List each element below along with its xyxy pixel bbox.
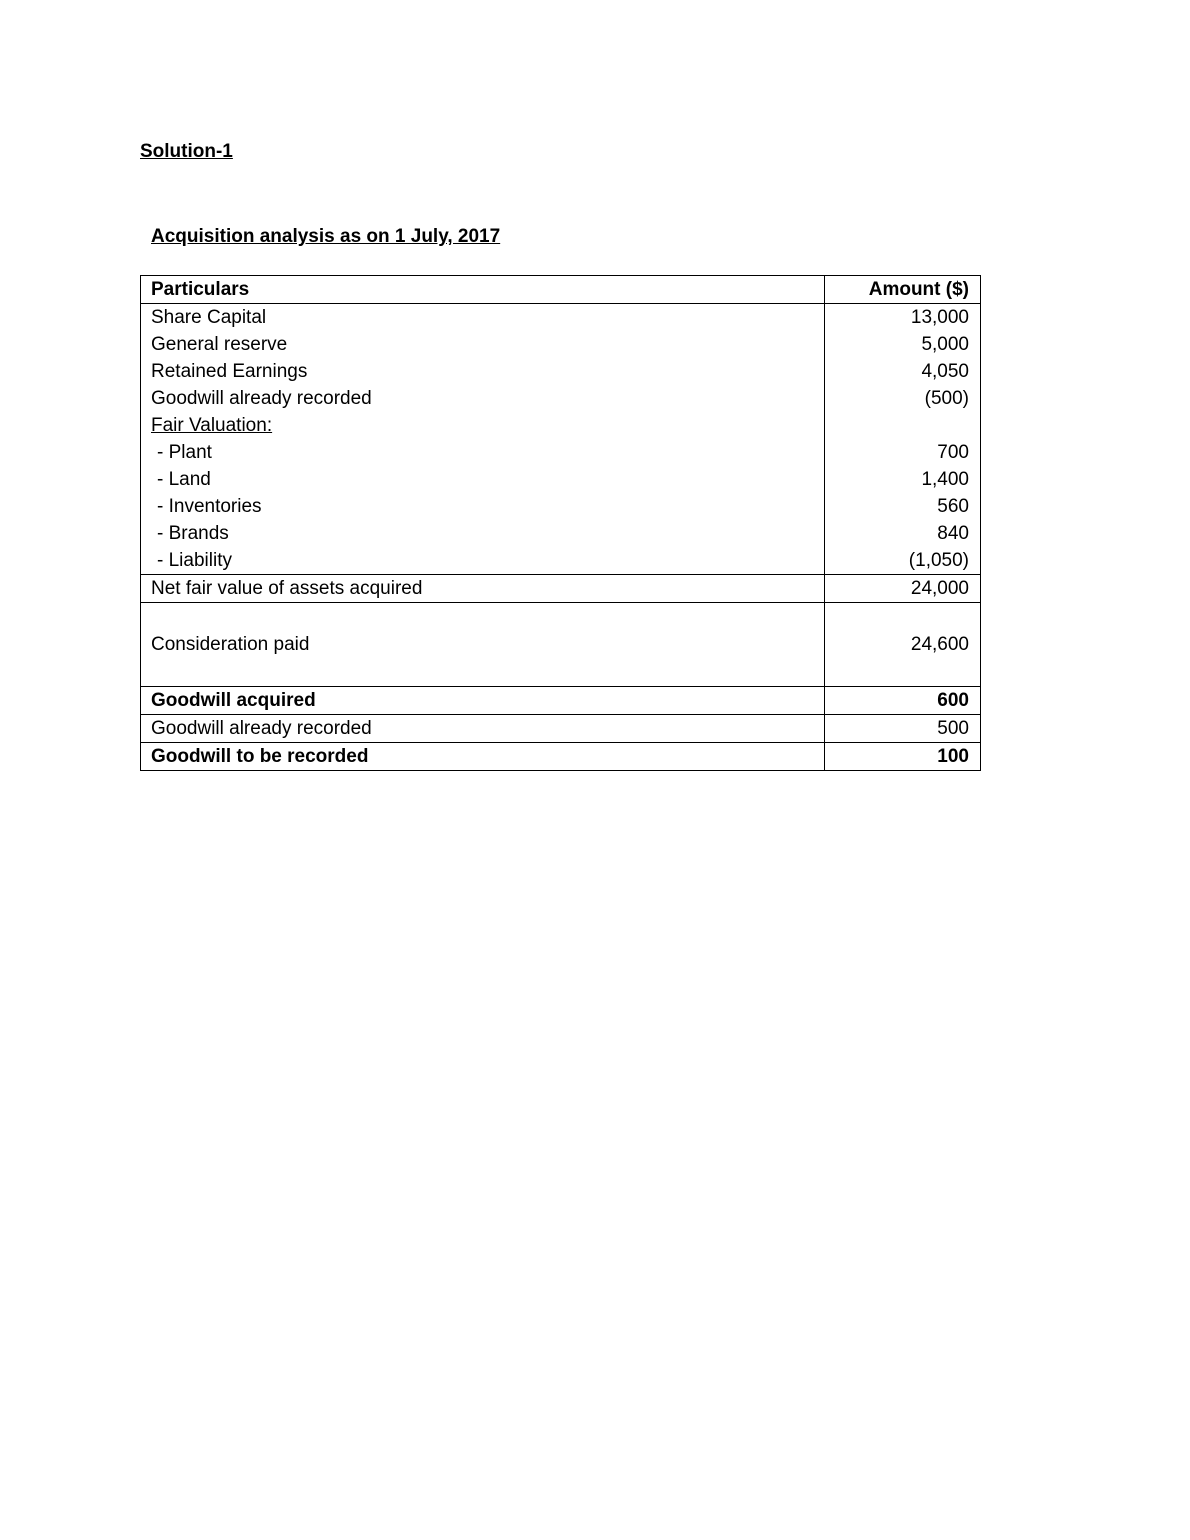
table-row: [141, 331, 981, 358]
goodwill-to-record-amount: 100: [825, 743, 981, 771]
row-amount: (1,050): [825, 547, 981, 575]
table-row: [141, 358, 981, 385]
row-amount: 5,000: [825, 331, 981, 358]
table-header-row: [141, 276, 981, 304]
net-fair-value-amount: 24,000: [825, 575, 981, 603]
row-label: - Inventories: [141, 493, 825, 520]
fair-valuation-label: Fair Valuation:: [151, 415, 273, 436]
row-label: Goodwill already recorded: [141, 385, 825, 412]
amount-header: Amount ($): [825, 276, 981, 304]
row-amount: 13,000: [825, 304, 981, 332]
row-label: Retained Earnings: [141, 358, 825, 385]
consideration-label: Consideration paid: [141, 603, 825, 687]
goodwill-acquired-amount: 600: [825, 687, 981, 715]
goodwill-to-record-label: Goodwill to be recorded: [141, 743, 825, 771]
net-fair-value-row: [141, 575, 981, 603]
consideration-amount: 24,600: [825, 603, 981, 687]
row-amount: 4,050: [825, 358, 981, 385]
table-row: [141, 439, 981, 466]
fair-valuation-label-cell: [141, 412, 825, 439]
row-amount: 700: [825, 439, 981, 466]
table-row: [141, 466, 981, 493]
goodwill-to-record-row: [141, 743, 981, 771]
solution-heading: Solution-1: [140, 141, 233, 162]
table-row: [141, 304, 981, 332]
acquisition-analysis-title: Acquisition analysis as on 1 July, 2017: [151, 226, 501, 247]
goodwill-recorded-amount: 500: [825, 715, 981, 743]
table-row: [141, 385, 981, 412]
row-amount: 560: [825, 493, 981, 520]
row-label: - Brands: [141, 520, 825, 547]
goodwill-acquired-label: Goodwill acquired: [141, 687, 825, 715]
row-label: General reserve: [141, 331, 825, 358]
table-row: [141, 520, 981, 547]
goodwill-recorded-row: [141, 715, 981, 743]
row-amount: [825, 412, 981, 439]
table-row: [141, 493, 981, 520]
row-amount: (500): [825, 385, 981, 412]
row-label: - Plant: [141, 439, 825, 466]
table-row: [141, 547, 981, 575]
net-fair-value-label: Net fair value of assets acquired: [141, 575, 825, 603]
row-label: - Liability: [141, 547, 825, 575]
row-amount: 1,400: [825, 466, 981, 493]
consideration-row: [141, 603, 981, 687]
row-label: - Land: [141, 466, 825, 493]
row-amount: 840: [825, 520, 981, 547]
table-row: [141, 412, 981, 439]
goodwill-acquired-row: [141, 687, 981, 715]
particulars-header: Particulars: [141, 276, 825, 304]
goodwill-recorded-label: Goodwill already recorded: [141, 715, 825, 743]
row-label: Share Capital: [141, 304, 825, 332]
acquisition-analysis-table: [140, 275, 981, 771]
